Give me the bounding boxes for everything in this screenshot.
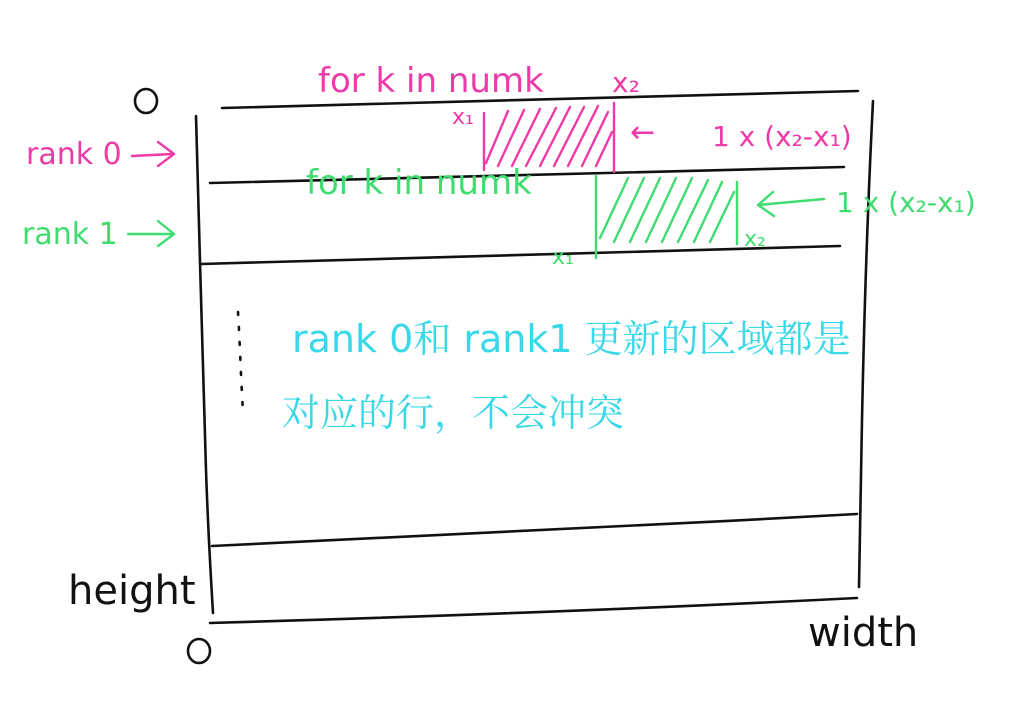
rank1-loop-text: for k in numk [306, 163, 532, 203]
rank0-size-text: 1 x (x₂-x₁) [712, 120, 852, 153]
rank0-x1-label: x₁ [452, 105, 474, 130]
height-label: height [68, 568, 196, 614]
width-label: width [808, 610, 919, 656]
row-line-lower [212, 514, 857, 546]
rank1-pointer-arrow [128, 221, 174, 246]
row-line-bottom [210, 598, 857, 623]
rank1-size-text: 1 x (x₂-x₁) [836, 186, 976, 219]
rank0-hatching [486, 106, 612, 166]
rank0-region [484, 103, 614, 172]
dotted-ellipsis [238, 312, 243, 412]
rank0-label: rank 0 [26, 137, 122, 172]
rank1-label: rank 1 [22, 217, 118, 252]
rank0-size-arrow: ← [630, 115, 656, 150]
note-line-1: rank 0和 rank1 更新的区域都是 [292, 317, 851, 361]
rank0-pointer-arrow [132, 142, 174, 166]
left-border [196, 116, 213, 613]
origin-bottom-mark [188, 639, 210, 663]
right-border [859, 101, 873, 587]
rank0-loop-text: for k in numk [318, 61, 544, 101]
rank1-x1-label: x₁ [552, 245, 574, 270]
rank1-size-arrow [758, 192, 824, 216]
note-line-2: 对应的行，不会冲突 [282, 391, 625, 435]
rank1-hatching [600, 178, 734, 242]
rank1-x2-label: x₂ [744, 227, 766, 252]
origin-top-mark [135, 89, 157, 113]
rank1-region [596, 176, 737, 258]
rank0-x2-label: x₂ [612, 66, 640, 99]
